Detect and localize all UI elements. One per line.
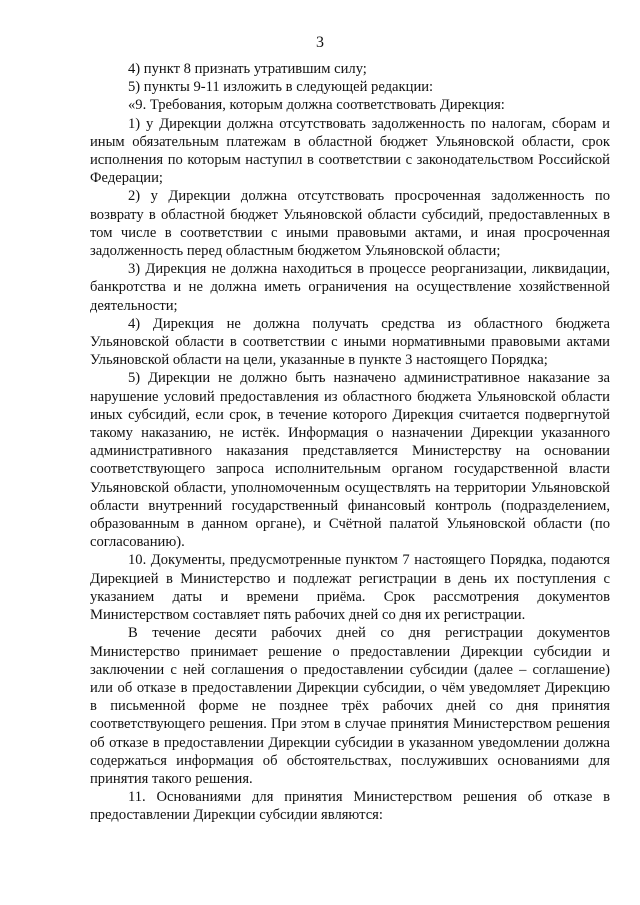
page-number: 3 (316, 34, 324, 51)
paragraph-item-4: 4) пункт 8 признать утратившим силу; (128, 61, 367, 77)
paragraph-requirement-3: 3) Дирекция не должна находиться в процессе реорганизации, ликвидации, банкротства и не должна иметь ограничения на осуществление хозяйственной деятельности; (90, 261, 610, 314)
paragraph-decision-term: В течение десяти рабочих дней со дня регистрации документов Министерство принимает решение о предоставлении Дирекции субсидии и заключении с ней соглашения о предоставлении субсидии (далее – соглашение) или об отказе в предоставлении Дирекции субсидии, о чём уведомляет Дирекцию в письменной форме не позднее трёх рабочих дней со дня принятия соответствующего решения. При этом в случае принятия Министерством решения об отказе в предоставлении Дирекции субсидии в указанном уведомлении должна содержаться информация об обстоятельствах, послуживших основаниями для принятия такого решения. (90, 625, 610, 787)
paragraph-requirement-5: 5) Дирекции не должно быть назначено административное наказание за нарушение условий предоставления из областного бюджета Ульяновской области иных субсидий, если срок, в течение которого Дирекция считается подвергнутой такому наказанию, не истёк. Информация о назначении Дирекции указанного административного наказания представляется Министерству на основании соответствующего запроса исполнительным органом государственной власти Ульяновской области, уполномоченным осуществлять на территории Ульяновской области внутренний государственный финансовый контроль (подразделением, образованным в данном органе), и Счётной палатой Ульяновской области (по согласованию). (90, 370, 610, 551)
paragraph-section-11: 11. Основаниями для принятия Министерством решения об отказе в предоставлении Дирекции субсидии являются: (90, 789, 610, 824)
paragraph-requirement-4: 4) Дирекция не должна получать средства из областного бюджета Ульяновской области в соответствии с иными нормативными правовыми актами Ульяновской области на цели, указанные в пункте 3 настоящего Порядка; (90, 315, 610, 369)
document-body (90, 60, 610, 825)
paragraph-requirement-2: 2) у Дирекции должна отсутствовать просроченная задолженность по возврату в областной бюджет Ульяновской области субсидий, предоставленных в том числе в соответствии с иными правовыми актами, и иная просроченная задолженность перед областным бюджетом Ульяновской области; (90, 188, 610, 260)
paragraph-requirement-1: 1) у Дирекции должна отсутствовать задолженность по налогам, сборам и иным обязательным платежам в областной бюджет Ульяновской области, срок исполнения по которым наступил в соответствии с законодательством Российской Федерации; (90, 115, 610, 187)
paragraph-section-10: 10. Документы, предусмотренные пунктом 7 настоящего Порядка, подаются Дирекцией в Министерство и подлежат регистрации в день их поступления с указанием даты и времени приёма. Срок рассмотрения документов Министерством составляет пять рабочих дней со дня их регистрации. (90, 552, 610, 624)
paragraph-section-9-heading: «9. Требования, которым должна соответствовать Дирекция: (128, 97, 505, 114)
paragraph-item-5: 5) пункты 9-11 изложить в следующей редакции: (128, 79, 434, 96)
